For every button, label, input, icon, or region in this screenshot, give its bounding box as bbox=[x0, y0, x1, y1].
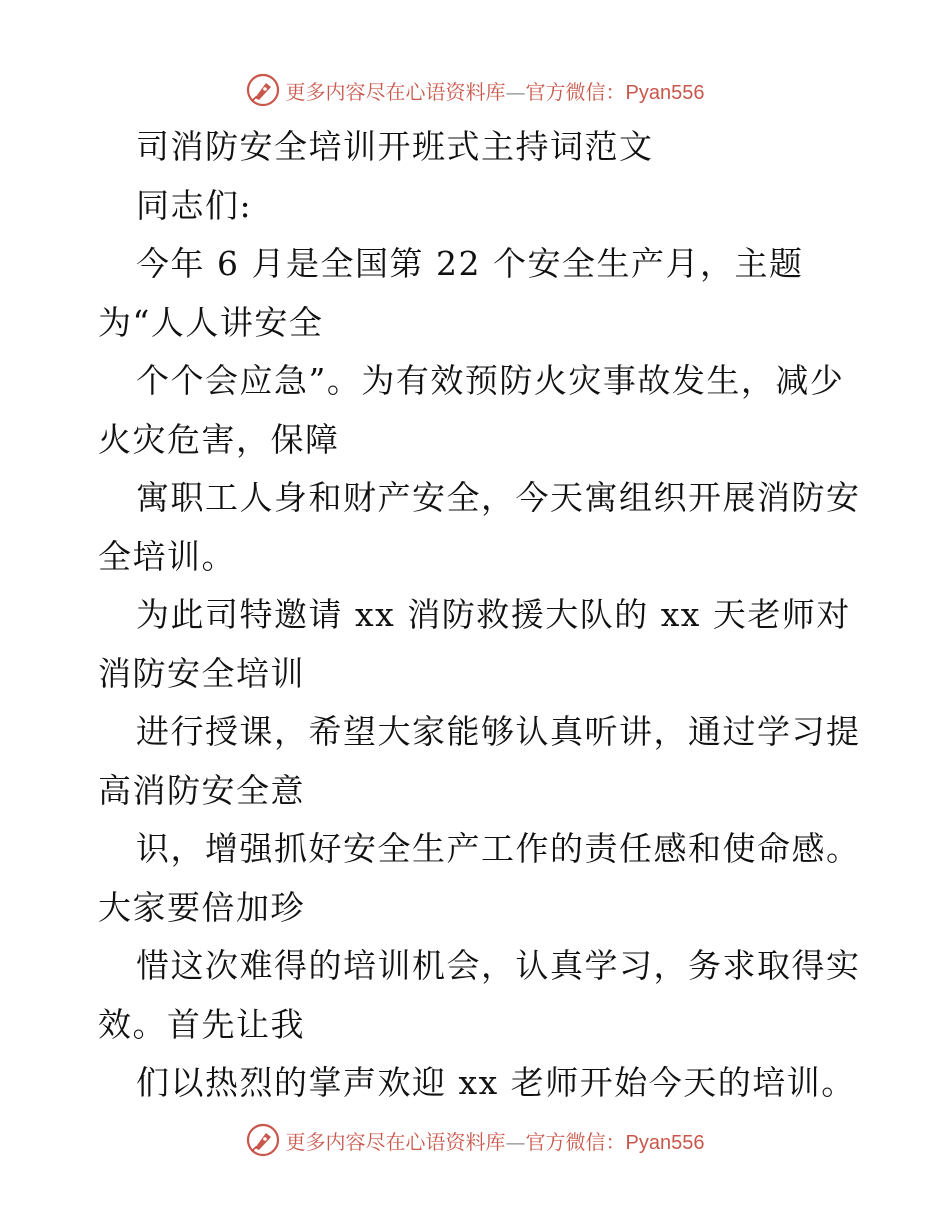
text-line: 同志们: bbox=[136, 185, 253, 225]
text-line: 高消防安全意 bbox=[98, 770, 305, 810]
text-line: 全培训。 bbox=[98, 536, 236, 576]
watermark-separator: — bbox=[505, 79, 526, 104]
watermark-separator: — bbox=[505, 1129, 526, 1154]
watermark-text bbox=[286, 76, 705, 105]
watermark-main-text: 更多内容尽在心语资料库 bbox=[285, 1129, 506, 1154]
text-line: 寓职工人身和财产安全，今天寓组织开展消防安 bbox=[136, 478, 861, 517]
pen-nib-logo-icon bbox=[246, 1123, 280, 1157]
text-line: 们以热烈的掌声欢迎 xx 老师开始今天的培训。 bbox=[136, 1063, 856, 1102]
document-body bbox=[98, 118, 861, 1113]
watermark-label: 官方微信： bbox=[525, 1129, 626, 1154]
text-line: 为此司特邀请 xx 消防救援大队的 xx 天老师对 bbox=[136, 595, 851, 634]
footer-watermark bbox=[0, 1120, 950, 1160]
text-line: 大家要倍加珍 bbox=[98, 887, 305, 927]
header-watermark bbox=[0, 70, 950, 110]
text-line: 进行授课，希望大家能够认真听讲，通过学习提 bbox=[136, 712, 861, 751]
text-line: 效。首先让我 bbox=[98, 1004, 305, 1044]
pen-nib-logo-icon bbox=[246, 73, 280, 107]
watermark-text bbox=[286, 1126, 705, 1155]
text-line: 识，增强抓好安全生产工作的责任感和使命感。 bbox=[136, 829, 861, 868]
watermark-wechat-id: Pyan556 bbox=[625, 1131, 705, 1154]
text-line: 为“人人讲安全 bbox=[98, 302, 324, 342]
text-line: 火灾危害，保障 bbox=[98, 419, 340, 459]
watermark-wechat-id: Pyan556 bbox=[625, 81, 705, 104]
text-line: 个个会应急”。为有效预防火灾事故发生，减少 bbox=[136, 361, 845, 400]
watermark-main-text: 更多内容尽在心语资料库 bbox=[285, 79, 506, 104]
text-line: 司消防安全培训开班式主持词范文 bbox=[136, 127, 654, 166]
watermark-group bbox=[246, 73, 705, 107]
text-line: 消防安全培训 bbox=[98, 653, 305, 693]
watermark-label: 官方微信： bbox=[525, 79, 626, 104]
text-line: 今年 6 月是全国第 22 个安全生产月，主题 bbox=[136, 244, 804, 283]
watermark-group bbox=[246, 1123, 705, 1157]
text-line: 惜这次难得的培训机会，认真学习，务求取得实 bbox=[136, 946, 861, 985]
